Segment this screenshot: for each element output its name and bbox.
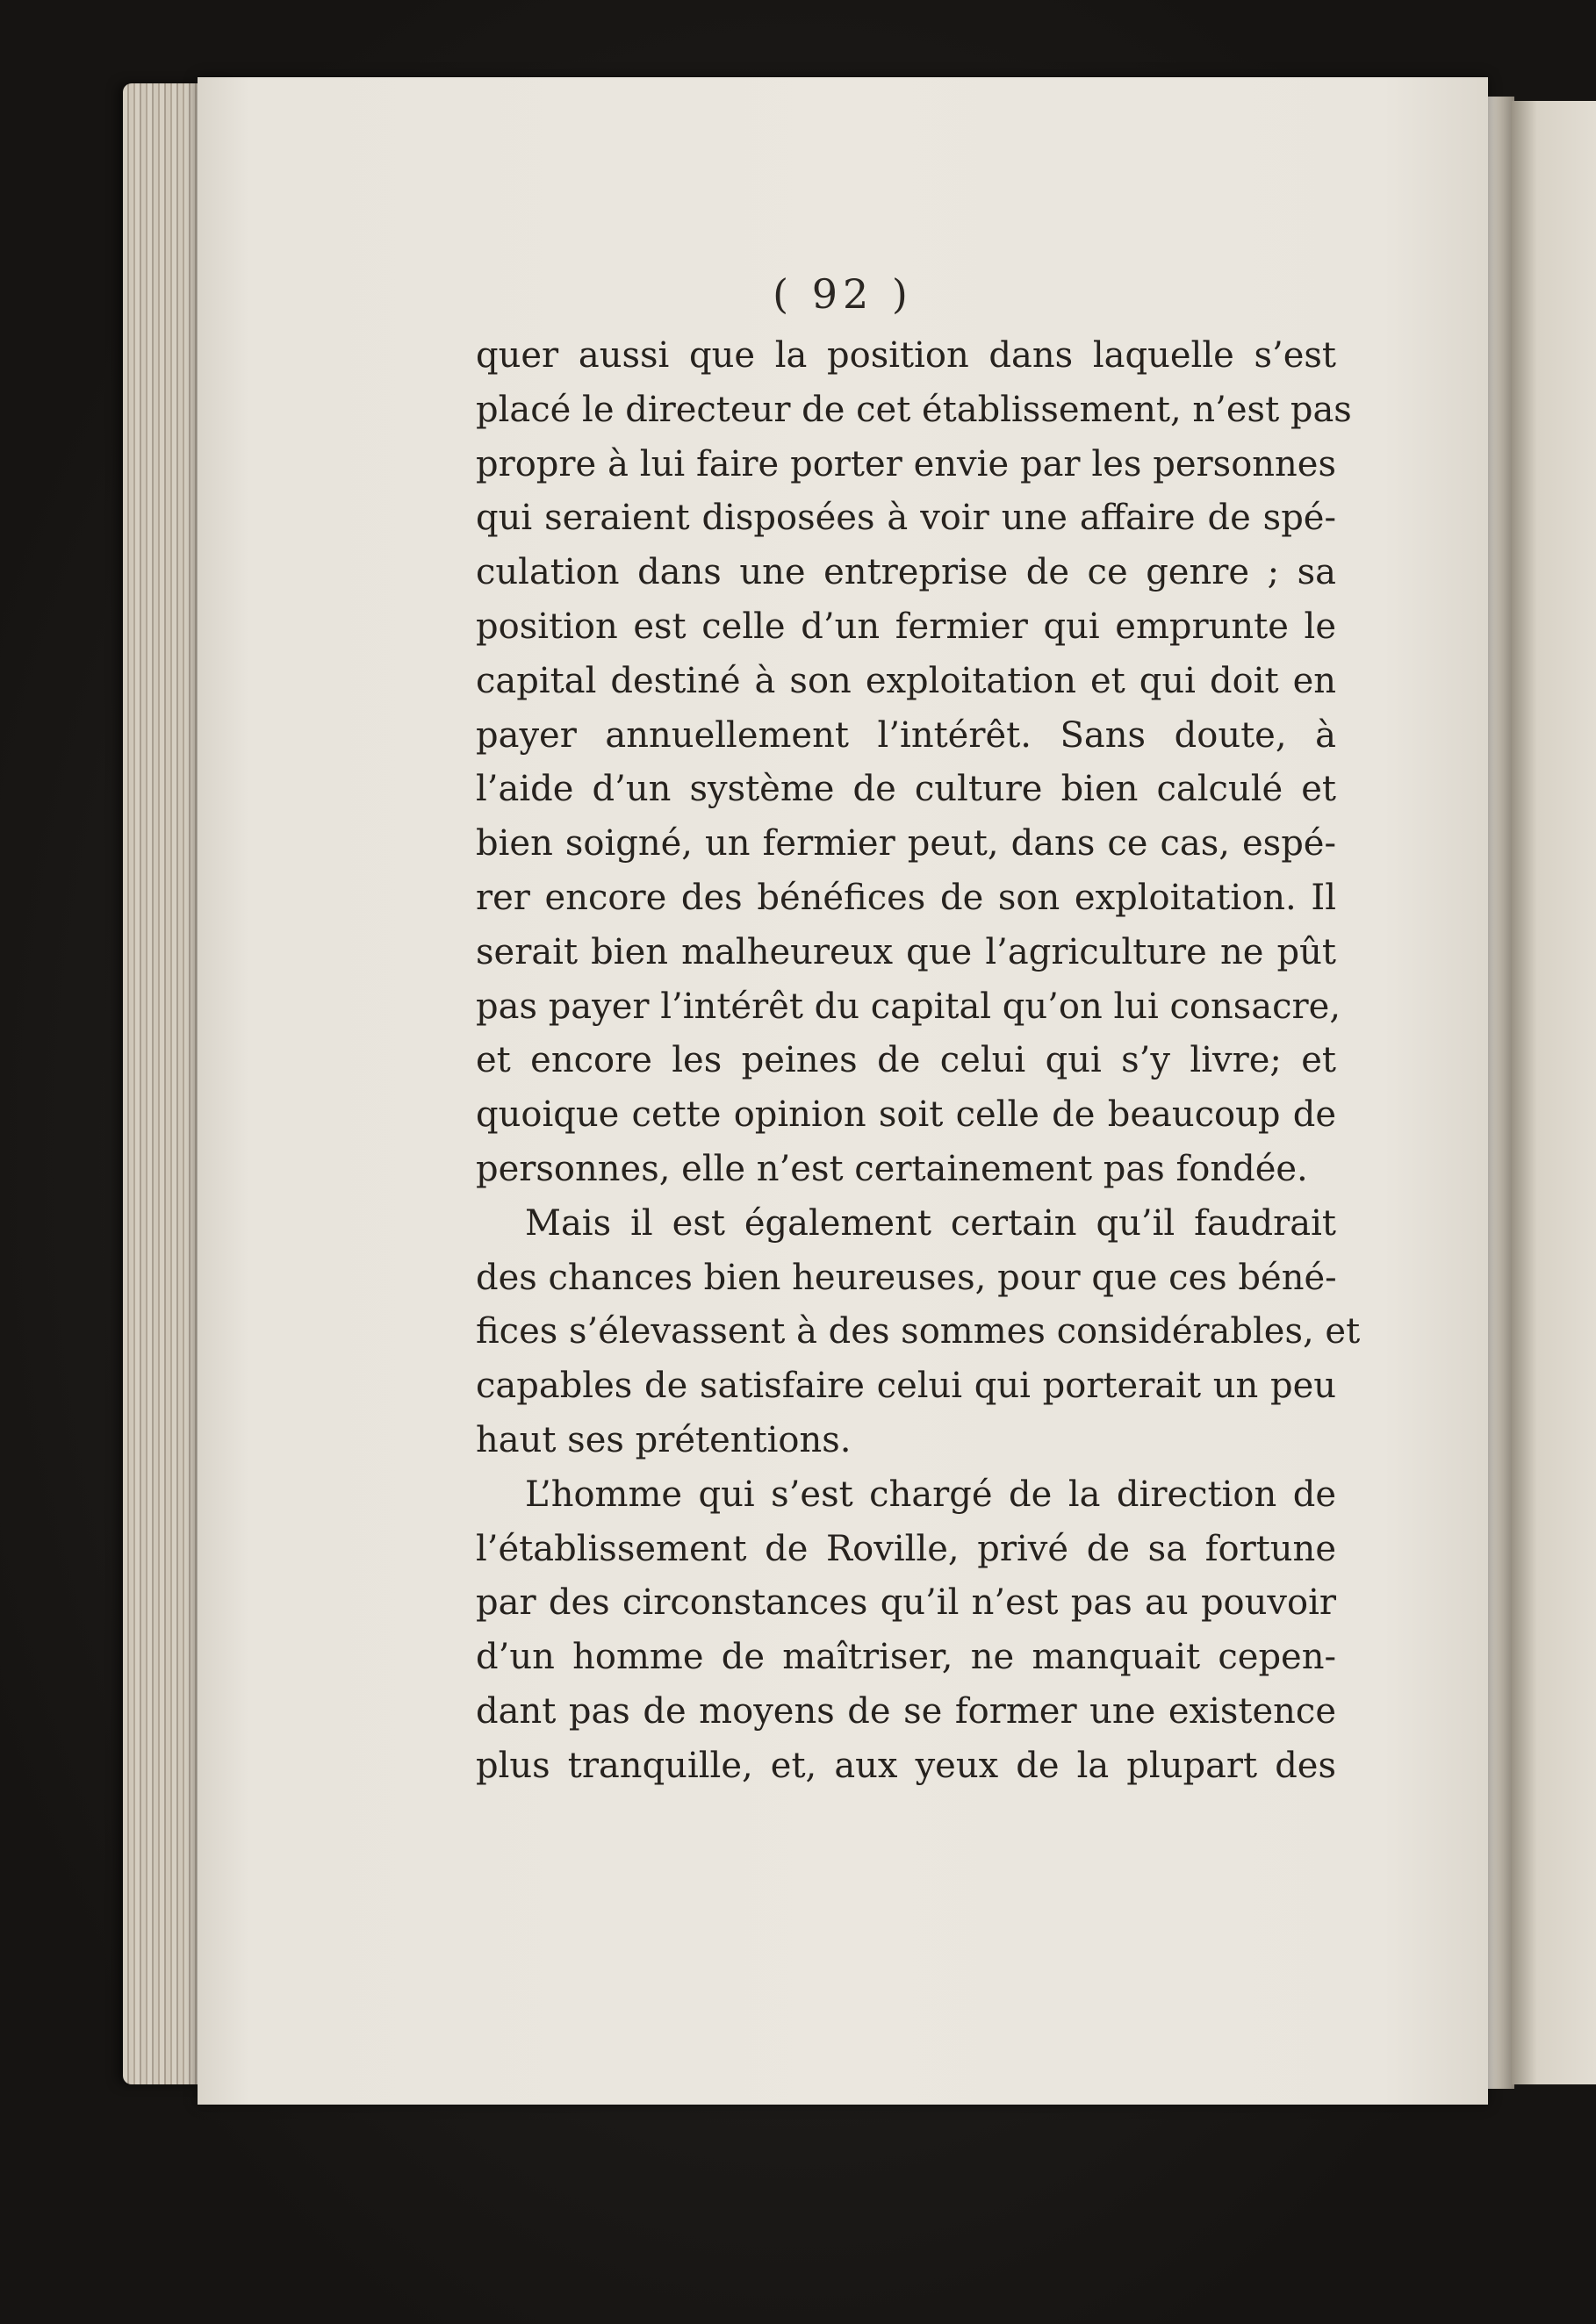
text-line: quoique cette opinion soit celle de beaucoup de bbox=[476, 1094, 1336, 1136]
text-line: capables de satisfaire celui qui porterait un peu bbox=[476, 1366, 1336, 1407]
text-line: fices s’élevassent à des sommes considérables, et bbox=[476, 1311, 1361, 1352]
text-line: rer encore des bénéfices de son exploitation. Il bbox=[476, 877, 1336, 918]
text-line: haut ses prétentions. bbox=[476, 1419, 852, 1460]
text-line: bien soigné, un fermier peut, dans ce cas, espé- bbox=[476, 823, 1336, 864]
text-line: L’homme qui s’est chargé de la direction de bbox=[525, 1474, 1336, 1515]
text-line: propre à lui faire porter envie par les personnes bbox=[476, 443, 1336, 484]
text-line: pas payer l’intérêt du capital qu’on lui consacre, bbox=[476, 986, 1341, 1027]
page-number: ( 92 ) bbox=[773, 270, 913, 318]
text-line: plus tranquille, et, aux yeux de la plupart des bbox=[476, 1745, 1336, 1786]
text-line: des chances bien heureuses, pour que ces béné- bbox=[476, 1257, 1337, 1298]
text-line: l’établissement de Roville, privé de sa fortune bbox=[476, 1528, 1336, 1569]
text-line: personnes, elle n’est certainement pas fondée. bbox=[476, 1148, 1308, 1189]
text-line: placé le directeur de cet établissement, n’est pas bbox=[476, 389, 1352, 430]
text-line: l’aide d’un système de culture bien calculé et bbox=[476, 769, 1336, 810]
text-line: capital destiné à son exploitation et qui doit en bbox=[476, 660, 1336, 701]
text-line: et encore les peines de celui qui s’y livre; et bbox=[476, 1040, 1336, 1081]
text-line: Mais il est également certain qu’il faudrait bbox=[525, 1202, 1336, 1244]
text-line: position est celle d’un fermier qui emprunte le bbox=[476, 606, 1336, 647]
text-line: culation dans une entreprise de ce genre ; sa bbox=[476, 552, 1336, 593]
text-line: dant pas de moyens de se former une existence bbox=[476, 1690, 1336, 1732]
text-line: d’un homme de maîtriser, ne manquait cepen- bbox=[476, 1637, 1336, 1678]
body-text bbox=[476, 329, 1361, 1794]
text-line: quer aussi que la position dans laquelle s’est bbox=[476, 335, 1336, 376]
text-line: serait bien malheureux que l’agriculture ne pût bbox=[476, 931, 1336, 972]
text-line: par des circonstances qu’il n’est pas au pouvoir bbox=[476, 1582, 1336, 1624]
text-line: qui seraient disposées à voir une affaire de spé- bbox=[476, 498, 1336, 539]
text-line: payer annuellement l’intérêt. Sans doute, à bbox=[476, 714, 1336, 756]
facing-page bbox=[1512, 101, 1596, 2084]
